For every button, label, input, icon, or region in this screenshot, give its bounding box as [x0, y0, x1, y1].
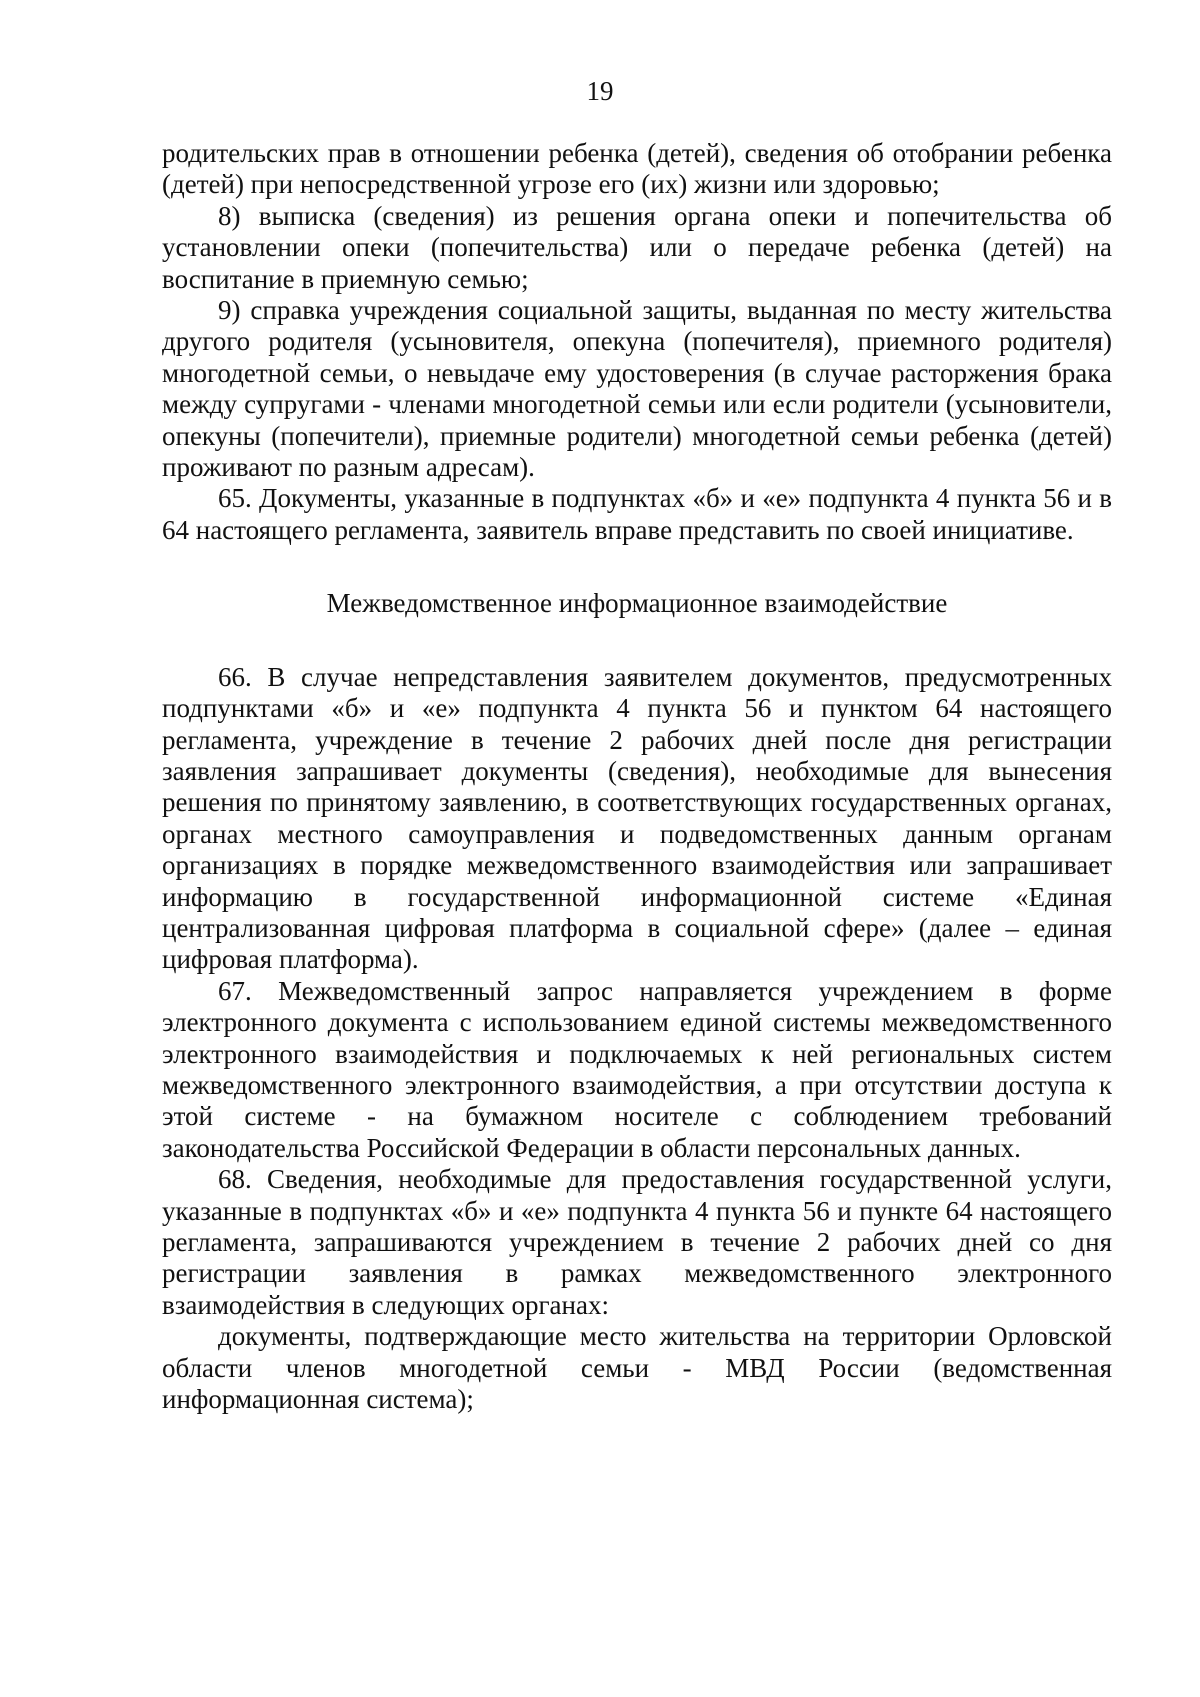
paragraph-item-8: 8) выписка (сведения) из решения органа опеки и попечительства об установлении опеки (попечительства) или о передаче ребенка (детей) на воспитание в приемную семью;: [162, 200, 1112, 294]
paragraph-66: 66. В случае непредставления заявителем документов, предусмотренных подпунктами «б» и «е» подпункта 4 пункта 56 и пунктом 64 настоящего регламента, учреждение в течение 2 рабочих дней после дня регистрации заявления запрашивает документы (сведения), необходимые для вынесения решения по принятому заявлению, в соответствующих государственных органах, органах местного самоуправления и подведомственных данным органам организациях в порядке межведомственного взаимодействия или запрашивает информацию в государственной информационной системе «Единая централизованная цифровая платформа в социальной сфере» (далее – единая цифровая платформа).: [162, 661, 1112, 975]
paragraph-documents-residence: документы, подтверждающие место жительства на территории Орловской области членов многодетной семьи - МВД России (ведомственная информационная система);: [162, 1321, 1112, 1415]
paragraph-68: 68. Сведения, необходимые для предоставления государственной услуги, указанные в подпунктах «б» и «е» подпункта 4 пункта 56 и пункте 64 настоящего регламента, запрашиваются учреждением в течение 2 рабочих дней со дня регистрации заявления в рамках межведомственного электронного взаимодействия в следующих органах:: [162, 1164, 1112, 1320]
section-heading: Межведомственное информационное взаимодействие: [326, 588, 948, 619]
paragraph-65: 65. Документы, указанные в подпунктах «б» и «е» подпункта 4 пункта 56 и в 64 настоящего регламента, заявитель вправе представить по своей инициативе.: [162, 483, 1112, 545]
paragraph-continuation: родительских прав в отношении ребенка (детей), сведения об отобрании ребенка (детей) при непосредственной угрозе его (их) жизни или здоровью;: [162, 138, 1112, 200]
paragraph-67: 67. Межведомственный запрос направляется учреждением в форме электронного документа с использованием единой системы межведомственного электронного взаимодействия и подключаемых к ней региональных систем межведомственного электронного взаимодействия, а при отсутствии доступа к этой системе - на бумажном носителе с соблюдением требований законодательства Российской Федерации в области персональных данных.: [162, 975, 1112, 1163]
paragraph-item-9: 9) справка учреждения социальной защиты, выданная по месту жительства другого родителя (усыновителя, опекуна (попечителя), приемного родителя) многодетной семьи, о невыдаче ему удостоверения (в случае расторжения брака между супругами - членами многодетной семьи или если родители (усыновители, опекуны (попечители), приемные родители) многодетной семьи ребенка (детей) проживают по разным адресам).: [162, 295, 1112, 483]
document-body: [162, 138, 1112, 1415]
page-number: 19: [586, 76, 614, 106]
